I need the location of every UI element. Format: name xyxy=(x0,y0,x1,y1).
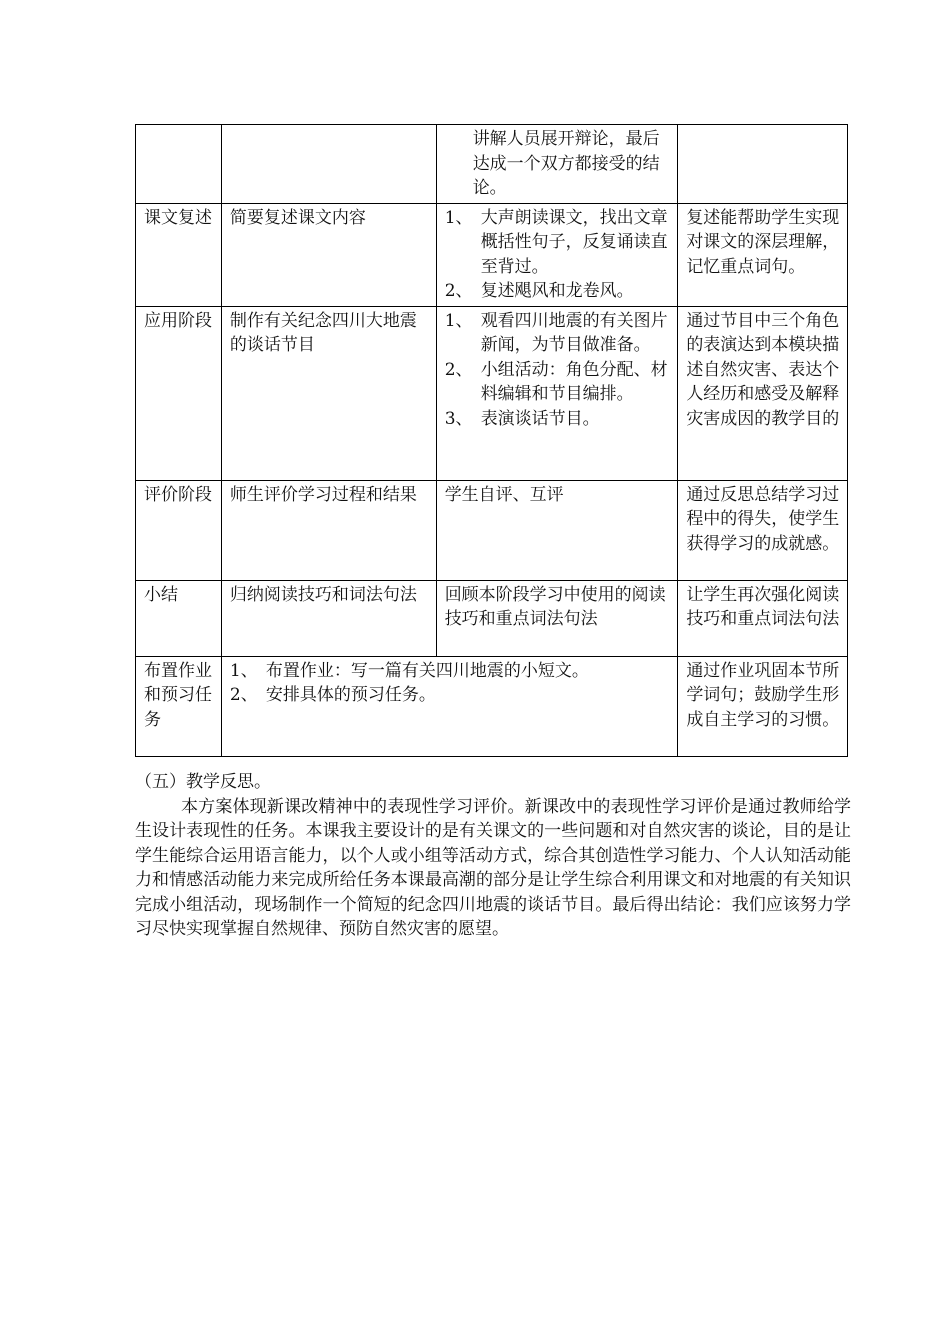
steps-list xyxy=(445,206,672,304)
section-heading: （五）教学反思。 xyxy=(135,772,271,792)
table-row xyxy=(136,480,848,580)
table-row xyxy=(136,203,848,306)
list-item: 1、 大声朗读课文，找出文章概括性句子，反复诵读直至背过。 xyxy=(444,207,668,277)
list-item: 2、 复述飓风和龙卷风。 xyxy=(444,281,634,301)
table-row xyxy=(136,125,848,204)
purpose-cell: 复述能帮助学生实现对课文的深层理解，记忆重点词句。 xyxy=(678,203,848,306)
stage-cell: 应用阶段 xyxy=(136,306,222,480)
list-item: 2、 安排具体的预习任务。 xyxy=(229,685,436,705)
steps-cell xyxy=(436,306,678,480)
purpose-cell: 通过反思总结学习过程中的得失，使学生获得学习的成就感。 xyxy=(678,480,848,580)
table-row xyxy=(136,580,848,656)
lesson-plan-table xyxy=(135,124,848,757)
cell-text: 讲解人员展开辩论，最后达成一个双方都接受的结论。 xyxy=(472,129,660,198)
activity-cell: 简要复述课文内容 xyxy=(221,203,436,306)
activity-cell: 师生评价学习过程和结果 xyxy=(221,480,436,580)
purpose-cell: 让学生再次强化阅读技巧和重点词法句法 xyxy=(678,580,848,656)
steps-cell xyxy=(221,656,677,756)
list-item: 1、 布置作业：写一篇有关四川地震的小短文。 xyxy=(229,660,589,681)
stage-cell: 小结 xyxy=(136,580,222,656)
list-item: 3、 表演谈话节目。 xyxy=(444,408,600,429)
steps-list xyxy=(230,659,671,708)
activity-cell: 制作有关纪念四川大地震的谈话节目 xyxy=(221,306,436,480)
steps-cell xyxy=(436,203,678,306)
activity-cell: 归纳阅读技巧和词法句法 xyxy=(221,580,436,656)
purpose-cell: 通过作业巩固本节所学词句；鼓励学生形成自主学习的习惯。 xyxy=(678,656,848,756)
list-item: 1、 观看四川地震的有关图片新闻，为节目做准备。 xyxy=(444,310,668,355)
table-cell xyxy=(221,125,436,204)
steps-cell: 学生自评、互评 xyxy=(436,480,678,580)
stage-cell: 评价阶段 xyxy=(136,480,222,580)
table-row xyxy=(136,656,848,756)
stage-cell: 布置作业和预习任务 xyxy=(136,656,222,756)
reflection-section xyxy=(135,770,851,942)
table-cell xyxy=(436,125,678,204)
steps-list xyxy=(445,309,672,432)
stage-cell: 课文复述 xyxy=(136,203,222,306)
reflection-paragraph: 本方案体现新课改精神中的表现性学习评价。新课改中的表现性学习评价是通过教师给学生设计表现性的任务。本课我主要设计的是有关课文的一些问题和对自然灾害的谈论，目的是让学生能综合运用语言能力，以个人或小组等活动方式，综合其创造性学习能力、个人认知活动能力和情感活动能力来完成所给任务本课最高潮的部分是让学生综合利用课文和对地震的有关知识完成小组活动，现场制作一个简短的纪念四川地震的谈话节目。最后得出结论：我们应该努力学习尽快实现掌握自然规律、预防自然灾害的愿望。 xyxy=(135,796,851,939)
table-cell xyxy=(136,125,222,204)
steps-cell: 回顾本阶段学习中使用的阅读技巧和重点词法句法 xyxy=(436,580,678,656)
list-item: 2、 小组活动：角色分配、材料编辑和节目编排。 xyxy=(444,359,668,404)
table-row xyxy=(136,306,848,480)
table-cell xyxy=(678,125,848,204)
purpose-cell: 通过节目中三个角色的表演达到本模块描述自然灾害、表达个人经历和感受及解释灾害成因的教学目的 xyxy=(678,306,848,480)
